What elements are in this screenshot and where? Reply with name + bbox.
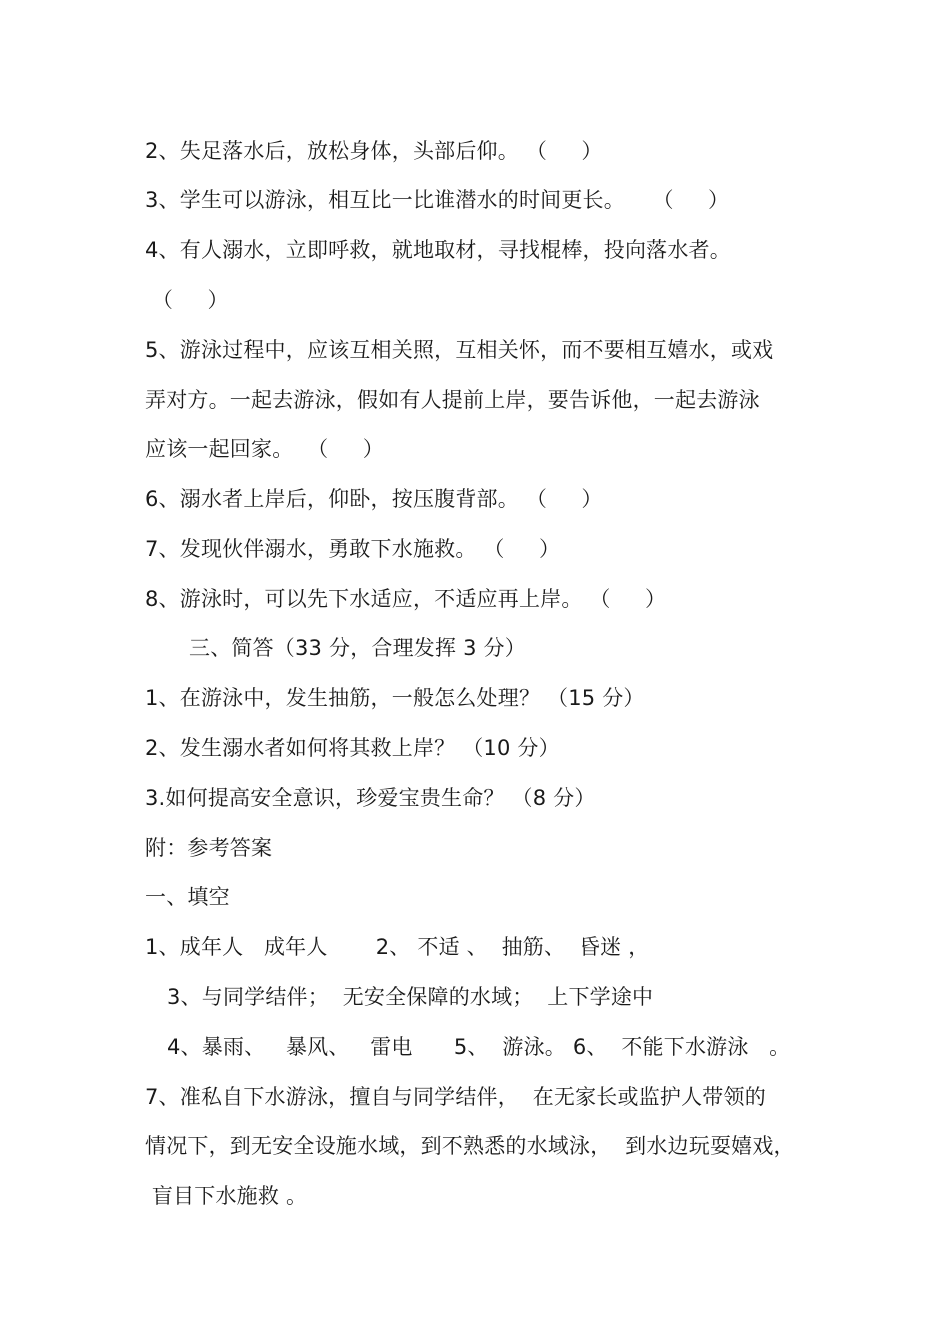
question-5-line1: 5、游泳过程中，应该互相关照，互相关怀，而不要相互嬉水，或戏: [145, 338, 774, 362]
section-3-title: 三、简答（33 分，合理发挥 3 分）: [189, 636, 526, 660]
question-2: 2、失足落水后，放松身体，头部后仰。 （ ）: [145, 139, 603, 163]
question-5-line2: 弄对方。一起去游泳，假如有人提前上岸，要告诉他，一起去游泳: [145, 388, 760, 412]
answer-line-7b: 情况下，到无安全设施水域，到不熟悉的水域泳， 到水边玩耍嬉戏，: [145, 1134, 795, 1158]
appendix-title: 附：参考答案: [145, 836, 273, 860]
question-7: 7、发现伙伴溺水，勇敢下水施救。 （ ）: [145, 537, 561, 561]
short-answer-3: 3.如何提高安全意识，珍爱宝贵生命？ （8 分）: [145, 786, 596, 810]
question-5-line3: 应该一起回家。 （ ）: [145, 437, 384, 461]
answers-section-1-title: 一、填空: [145, 885, 230, 909]
answer-line-7c: 盲目下水施救 。: [145, 1184, 308, 1208]
question-4: 4、有人溺水，立即呼救，就地取材，寻找棍棒，投向落水者。: [145, 238, 731, 262]
short-answer-1: 1、在游泳中，发生抽筋，一般怎么处理？ （15 分）: [145, 686, 645, 710]
question-3: 3、学生可以游泳，相互比一比谁潜水的时间更长。 （ ）: [145, 188, 730, 212]
question-4-blank: （ ）: [145, 288, 229, 312]
question-6: 6、溺水者上岸后，仰卧，按压腹背部。 （ ）: [145, 487, 603, 511]
answer-line-7a: 7、准私自下水游泳，擅自与同学结伴， 在无家长或监护人带领的: [145, 1085, 766, 1109]
short-answer-2: 2、发生溺水者如何将其救上岸？ （10 分）: [145, 736, 560, 760]
question-8: 8、游泳时，可以先下水适应，不适应再上岸。 （ ）: [145, 587, 667, 611]
answer-line-4-6: 4、暴雨、 暴风、 雷电 5、 游泳。 6、 不能下水游泳 。: [167, 1035, 791, 1059]
answer-line-1: 1、成年人 成年人 2、 不适 、 抽筋、 昏迷 ，: [145, 935, 650, 959]
answer-line-3: 3、与同学结伴； 无安全保障的水域； 上下学途中: [167, 985, 654, 1009]
